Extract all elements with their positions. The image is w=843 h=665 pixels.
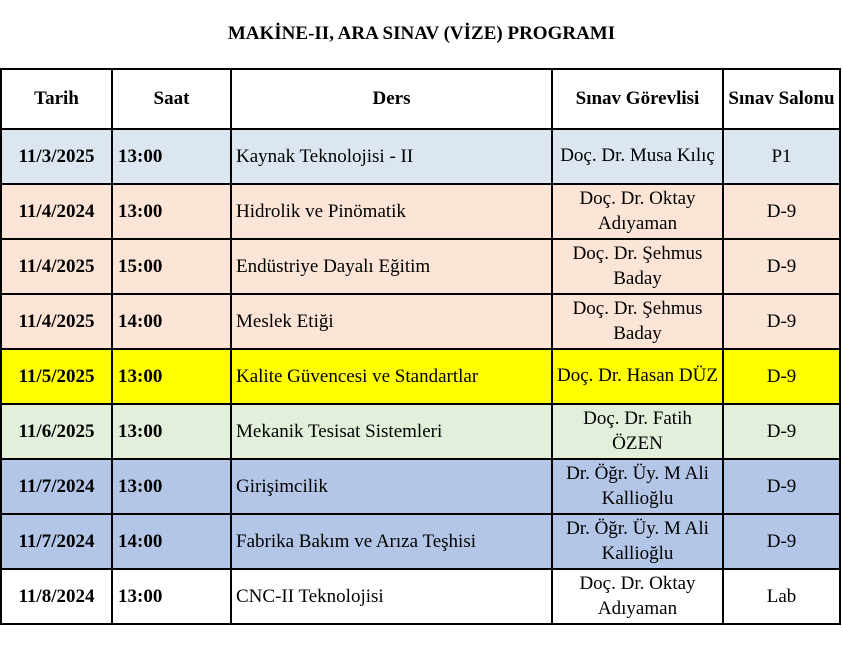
row-course: Mekanik Tesisat Sistemleri bbox=[231, 404, 552, 459]
row-proctor: Doç. Dr. Şehmus Baday bbox=[552, 294, 723, 349]
row-date: 11/4/2025 bbox=[1, 294, 112, 349]
row-date: 11/5/2025 bbox=[1, 349, 112, 404]
table-row bbox=[1, 404, 840, 459]
row-date: 11/3/2025 bbox=[1, 129, 112, 184]
row-time: 14:00 bbox=[112, 514, 231, 569]
row-proctor: Doç. Dr. Musa Kılıç bbox=[552, 129, 723, 184]
row-time: 13:00 bbox=[112, 459, 231, 514]
row-proctor: Dr. Öğr. Üy. M Ali Kallioğlu bbox=[552, 514, 723, 569]
row-proctor: Doç. Dr. Hasan DÜZ bbox=[552, 349, 723, 404]
row-proctor: Dr. Öğr. Üy. M Ali Kallioğlu bbox=[552, 459, 723, 514]
row-course: Hidrolik ve Pinömatik bbox=[231, 184, 552, 239]
row-date: 11/7/2024 bbox=[1, 514, 112, 569]
exam-schedule-table bbox=[0, 68, 841, 625]
row-course: Girişimcilik bbox=[231, 459, 552, 514]
row-date: 11/6/2025 bbox=[1, 404, 112, 459]
row-course: CNC-II Teknolojisi bbox=[231, 569, 552, 624]
row-room: Lab bbox=[723, 569, 840, 624]
row-course: Fabrika Bakım ve Arıza Teşhisi bbox=[231, 514, 552, 569]
row-time: 13:00 bbox=[112, 569, 231, 624]
header-course: Ders bbox=[231, 69, 552, 129]
row-room: P1 bbox=[723, 129, 840, 184]
row-room: D-9 bbox=[723, 239, 840, 294]
row-course: Endüstriye Dayalı Eğitim bbox=[231, 239, 552, 294]
row-course: Kaynak Teknolojisi - II bbox=[231, 129, 552, 184]
table-row bbox=[1, 294, 840, 349]
row-course: Meslek Etiği bbox=[231, 294, 552, 349]
header-time: Saat bbox=[112, 69, 231, 129]
row-proctor: Doç. Dr. Oktay Adıyaman bbox=[552, 569, 723, 624]
row-course: Kalite Güvencesi ve Standartlar bbox=[231, 349, 552, 404]
row-time: 13:00 bbox=[112, 404, 231, 459]
page-title: MAKİNE-II, ARA SINAV (VİZE) PROGRAMI bbox=[227, 23, 616, 44]
row-date: 11/4/2024 bbox=[1, 184, 112, 239]
row-room: D-9 bbox=[723, 294, 840, 349]
row-time: 13:00 bbox=[112, 184, 231, 239]
header-proctor: Sınav Görevlisi bbox=[552, 69, 723, 129]
row-proctor: Doç. Dr. Fatih ÖZEN bbox=[552, 404, 723, 459]
table-row bbox=[1, 459, 840, 514]
table-row bbox=[1, 349, 840, 404]
row-time: 13:00 bbox=[112, 129, 231, 184]
row-date: 11/4/2025 bbox=[1, 239, 112, 294]
row-room: D-9 bbox=[723, 514, 840, 569]
table-row bbox=[1, 239, 840, 294]
table-row bbox=[1, 184, 840, 239]
row-date: 11/8/2024 bbox=[1, 569, 112, 624]
row-time: 14:00 bbox=[112, 294, 231, 349]
header-date: Tarih bbox=[1, 69, 112, 129]
row-date: 11/7/2024 bbox=[1, 459, 112, 514]
row-room: D-9 bbox=[723, 459, 840, 514]
table-row bbox=[1, 514, 840, 569]
row-proctor: Doç. Dr. Şehmus Baday bbox=[552, 239, 723, 294]
table-row bbox=[1, 569, 840, 624]
header-row bbox=[1, 69, 840, 129]
row-time: 13:00 bbox=[112, 349, 231, 404]
row-proctor: Doç. Dr. Oktay Adıyaman bbox=[552, 184, 723, 239]
row-room: D-9 bbox=[723, 349, 840, 404]
row-room: D-9 bbox=[723, 184, 840, 239]
table-row bbox=[1, 129, 840, 184]
row-room: D-9 bbox=[723, 404, 840, 459]
row-time: 15:00 bbox=[112, 239, 231, 294]
header-room: Sınav Salonu bbox=[723, 69, 840, 129]
